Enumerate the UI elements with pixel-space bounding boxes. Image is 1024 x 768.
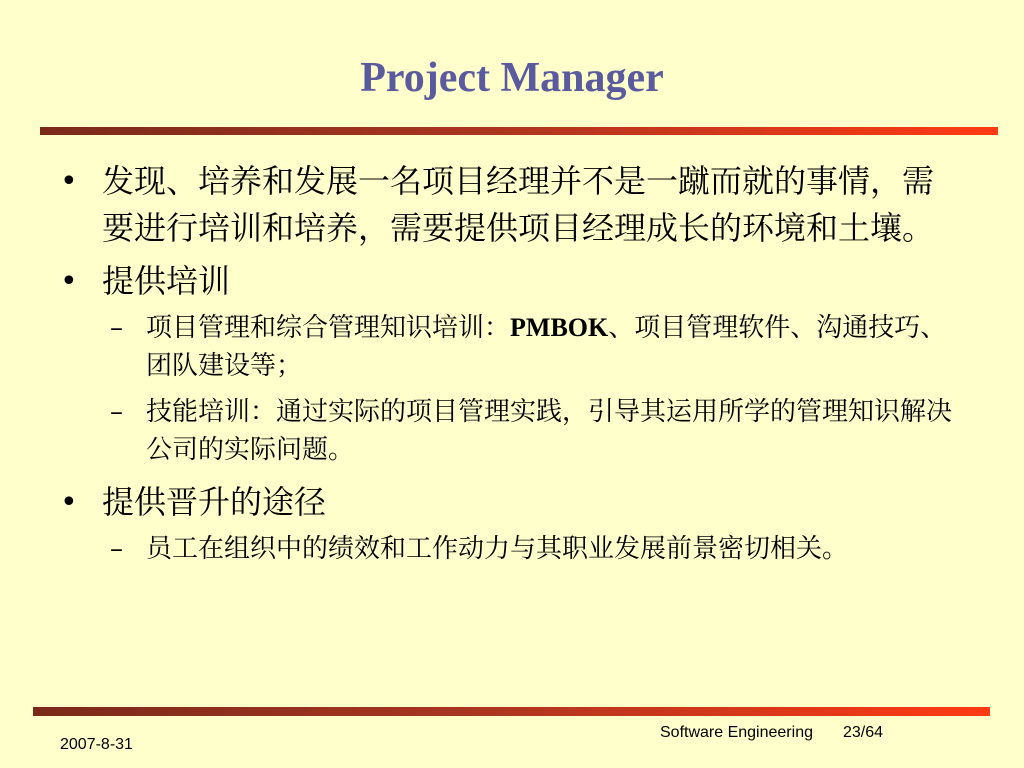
- title-divider: [40, 127, 998, 135]
- bullet-icon: •: [60, 264, 78, 299]
- sub-bullet-item: [58, 309, 958, 385]
- bullet-item: [58, 479, 958, 526]
- footer-divider: [33, 707, 990, 716]
- bullet-text: 发现、培养和发展一名项目经理并不是一蹴而就的事情，需要进行培训和培养，需要提供项目经理成长的环境和土壤。: [102, 162, 935, 247]
- sub-bullet-bold-term: PMBOK: [510, 313, 609, 342]
- slide-title: Project Manager: [360, 55, 664, 101]
- sub-bullet-item: [58, 530, 958, 568]
- sub-bullet-text-before: 项目管理和综合管理知识培训：: [146, 313, 511, 343]
- footer-info: [660, 723, 883, 743]
- sub-bullet-item: [58, 393, 958, 469]
- footer-date: 2007-8-31: [60, 736, 133, 753]
- bullet-icon: •: [60, 485, 78, 520]
- sub-bullet-text-after: 、项目管理软件、沟通技巧、团队建设等；: [146, 313, 947, 381]
- dash-icon: –: [110, 313, 123, 343]
- sub-bullet-text: 技能培训：通过实际的项目管理实践，引导其运用所学的管理知识解决公司的实际问题。: [146, 397, 953, 465]
- bullet-item: [58, 158, 958, 252]
- bullet-item: [58, 258, 958, 305]
- dash-icon: –: [110, 397, 123, 427]
- bullet-text: 提供培训: [102, 262, 231, 300]
- dash-icon: –: [110, 534, 123, 564]
- bullet-text: 提供晋升的途径: [102, 483, 327, 521]
- footer-page-number: 23/64: [842, 724, 884, 741]
- sub-bullet-text: 员工在组织中的绩效和工作动力与其职业发展前景密切相关。: [146, 534, 849, 564]
- bullet-icon: •: [60, 164, 78, 199]
- footer-course-name: Software Engineering: [660, 724, 813, 741]
- slide-body: [58, 158, 958, 578]
